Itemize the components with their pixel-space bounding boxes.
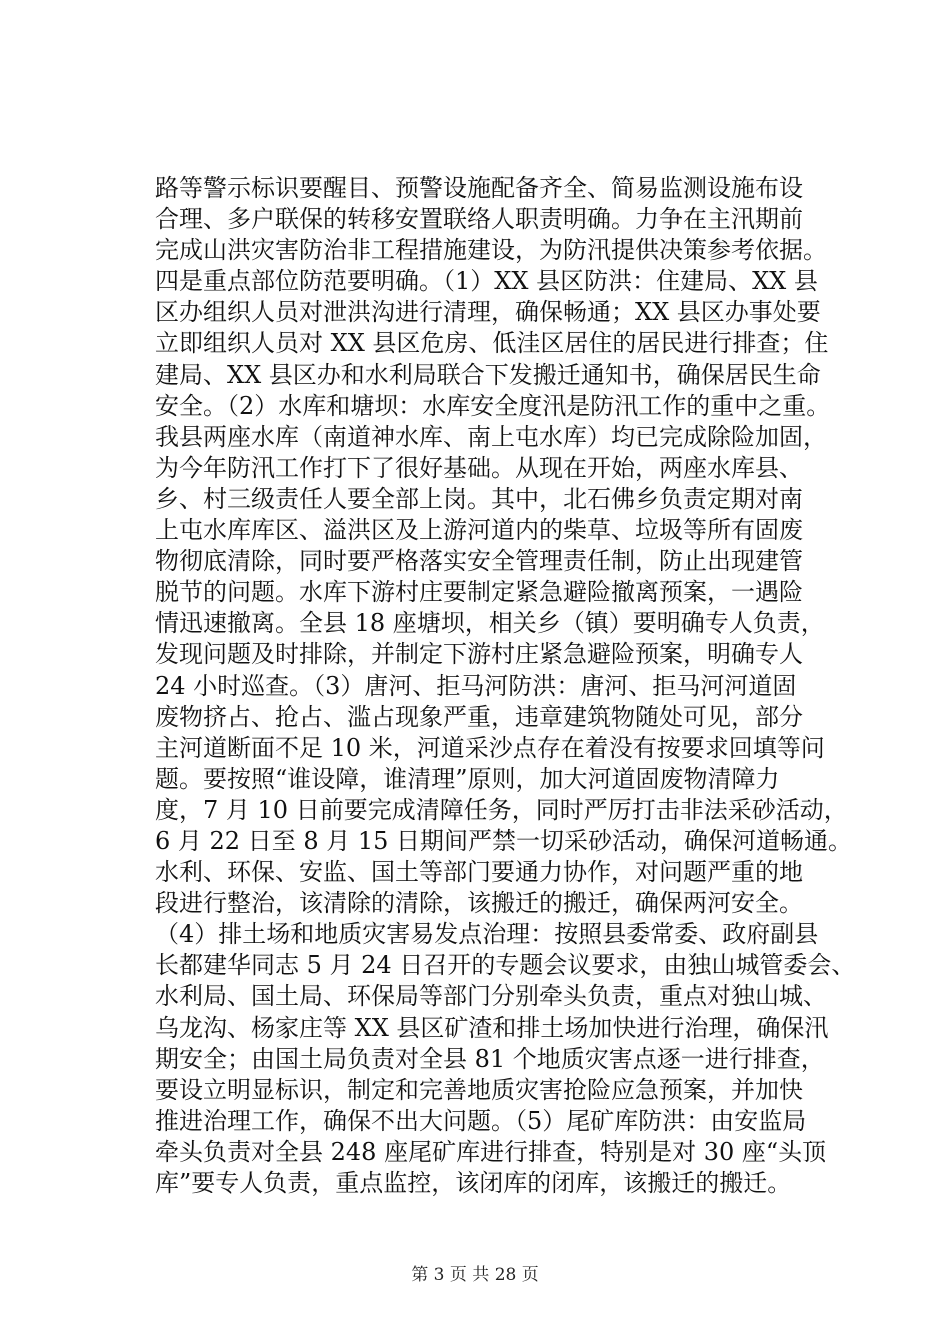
text-line: 期安全；由国土局负责对全县 81 个地质灾害点逐一进行排查， bbox=[155, 1044, 825, 1073]
text-line: 要设立明显标识，制定和完善地质灾害抢险应急预案，并加快 bbox=[155, 1075, 803, 1104]
page-footer bbox=[0, 1264, 950, 1286]
text-line: 安全。（2）水库和塘坝：水库安全度汛是防汛工作的重中之重。 bbox=[155, 391, 831, 420]
text-line: 段进行整治，该清除的清除，该搬迁的搬迁，确保两河安全。 bbox=[155, 889, 803, 918]
text-line: 路等警示标识要醒目、预警设施配备齐全、简易监测设施布设 bbox=[155, 174, 803, 202]
text-line: 库”要专人负责，重点监控，该闭库的闭库，该搬迁的搬迁。 bbox=[155, 1169, 792, 1197]
text-line: 上屯水库库区、溢洪区及上游河道内的柴草、垃圾等所有固废 bbox=[155, 516, 803, 545]
text-line: 牵头负责对全县 248 座尾矿库进行排查，特别是对 30 座“头顶 bbox=[155, 1137, 827, 1166]
text-line: 乡、村三级责任人要全部上岗。其中，北石佛乡负责定期对南 bbox=[155, 484, 803, 513]
text-line: 推进治理工作，确保不出大问题。（5）尾矿库防洪：由安监局 bbox=[155, 1106, 807, 1135]
text-line: 主河道断面不足 10 米，河道采沙点存在着没有按要求回填等问 bbox=[155, 733, 825, 762]
text-line: 长都建华同志 5 月 24 日召开的专题会议要求，由独山城管委会、 bbox=[155, 951, 856, 980]
text-line: 乌龙沟、杨家庄等 XX 县区矿渣和排土场加快进行治理，确保汛 bbox=[155, 1013, 829, 1042]
text-line: 区办组织人员对泄洪沟进行清理，确保畅通；XX 县区办事处要 bbox=[155, 298, 821, 327]
text-line: 建局、XX 县区办和水利局联合下发搬迁通知书，确保居民生命 bbox=[155, 360, 821, 389]
text-line: 情迅速撤离。全县 18 座塘坝，相关乡（镇）要明确专人负责， bbox=[155, 609, 825, 638]
text-line: 6 月 22 日至 8 月 15 日期间严禁一切采砂活动，确保河道畅通。 bbox=[155, 826, 853, 855]
page-number-label: 第 3 页 共 28 页 bbox=[411, 1265, 539, 1285]
text-line: （4）排土场和地质灾害易发点治理：按照县委常委、政府副县 bbox=[155, 920, 819, 949]
text-line: 立即组织人员对 XX 县区危房、低洼区居住的居民进行排查；住 bbox=[155, 329, 829, 358]
body-text bbox=[155, 173, 855, 1199]
text-line: 题。要按照“谁设障，谁清理”原则，加大河道固废物清障力 bbox=[155, 764, 780, 793]
text-line: 完成山洪灾害防治非工程措施建设，为防汛提供决策参考依据。 bbox=[155, 236, 827, 265]
text-line: 水利、环保、安监、国土等部门要通力协作，对问题严重的地 bbox=[155, 858, 803, 887]
text-line: 为今年防汛工作打下了很好基础。从现在开始，两座水库县、 bbox=[155, 453, 803, 482]
text-line: 24 小时巡查。（3）唐河、拒马河防洪：唐河、拒马河河道固 bbox=[155, 671, 797, 700]
text-line: 废物挤占、抢占、滥占现象严重，违章建筑物随处可见，部分 bbox=[155, 702, 803, 731]
text-line: 脱节的问题。水库下游村庄要制定紧急避险撤离预案，一遇险 bbox=[155, 578, 803, 607]
text-line: 度，7 月 10 日前要完成清障任务，同时严厉打击非法采砂活动， bbox=[155, 795, 848, 824]
text-line: 四是重点部位防范要明确。（1）XX 县区防洪：住建局、XX 县 bbox=[155, 267, 818, 296]
text-line: 发现问题及时排除，并制定下游村庄紧急避险预案，明确专人 bbox=[155, 640, 803, 669]
text-line: 合理、多户联保的转移安置联络人职责明确。力争在主汛期前 bbox=[155, 205, 803, 234]
text-line: 我县两座水库（南道神水库、南上屯水库）均已完成除险加固， bbox=[155, 422, 827, 451]
text-line: 水利局、国土局、环保局等部门分别牵头负责，重点对独山城、 bbox=[155, 982, 827, 1011]
text-line: 物彻底清除，同时要严格落实安全管理责任制，防止出现建管 bbox=[155, 547, 803, 576]
